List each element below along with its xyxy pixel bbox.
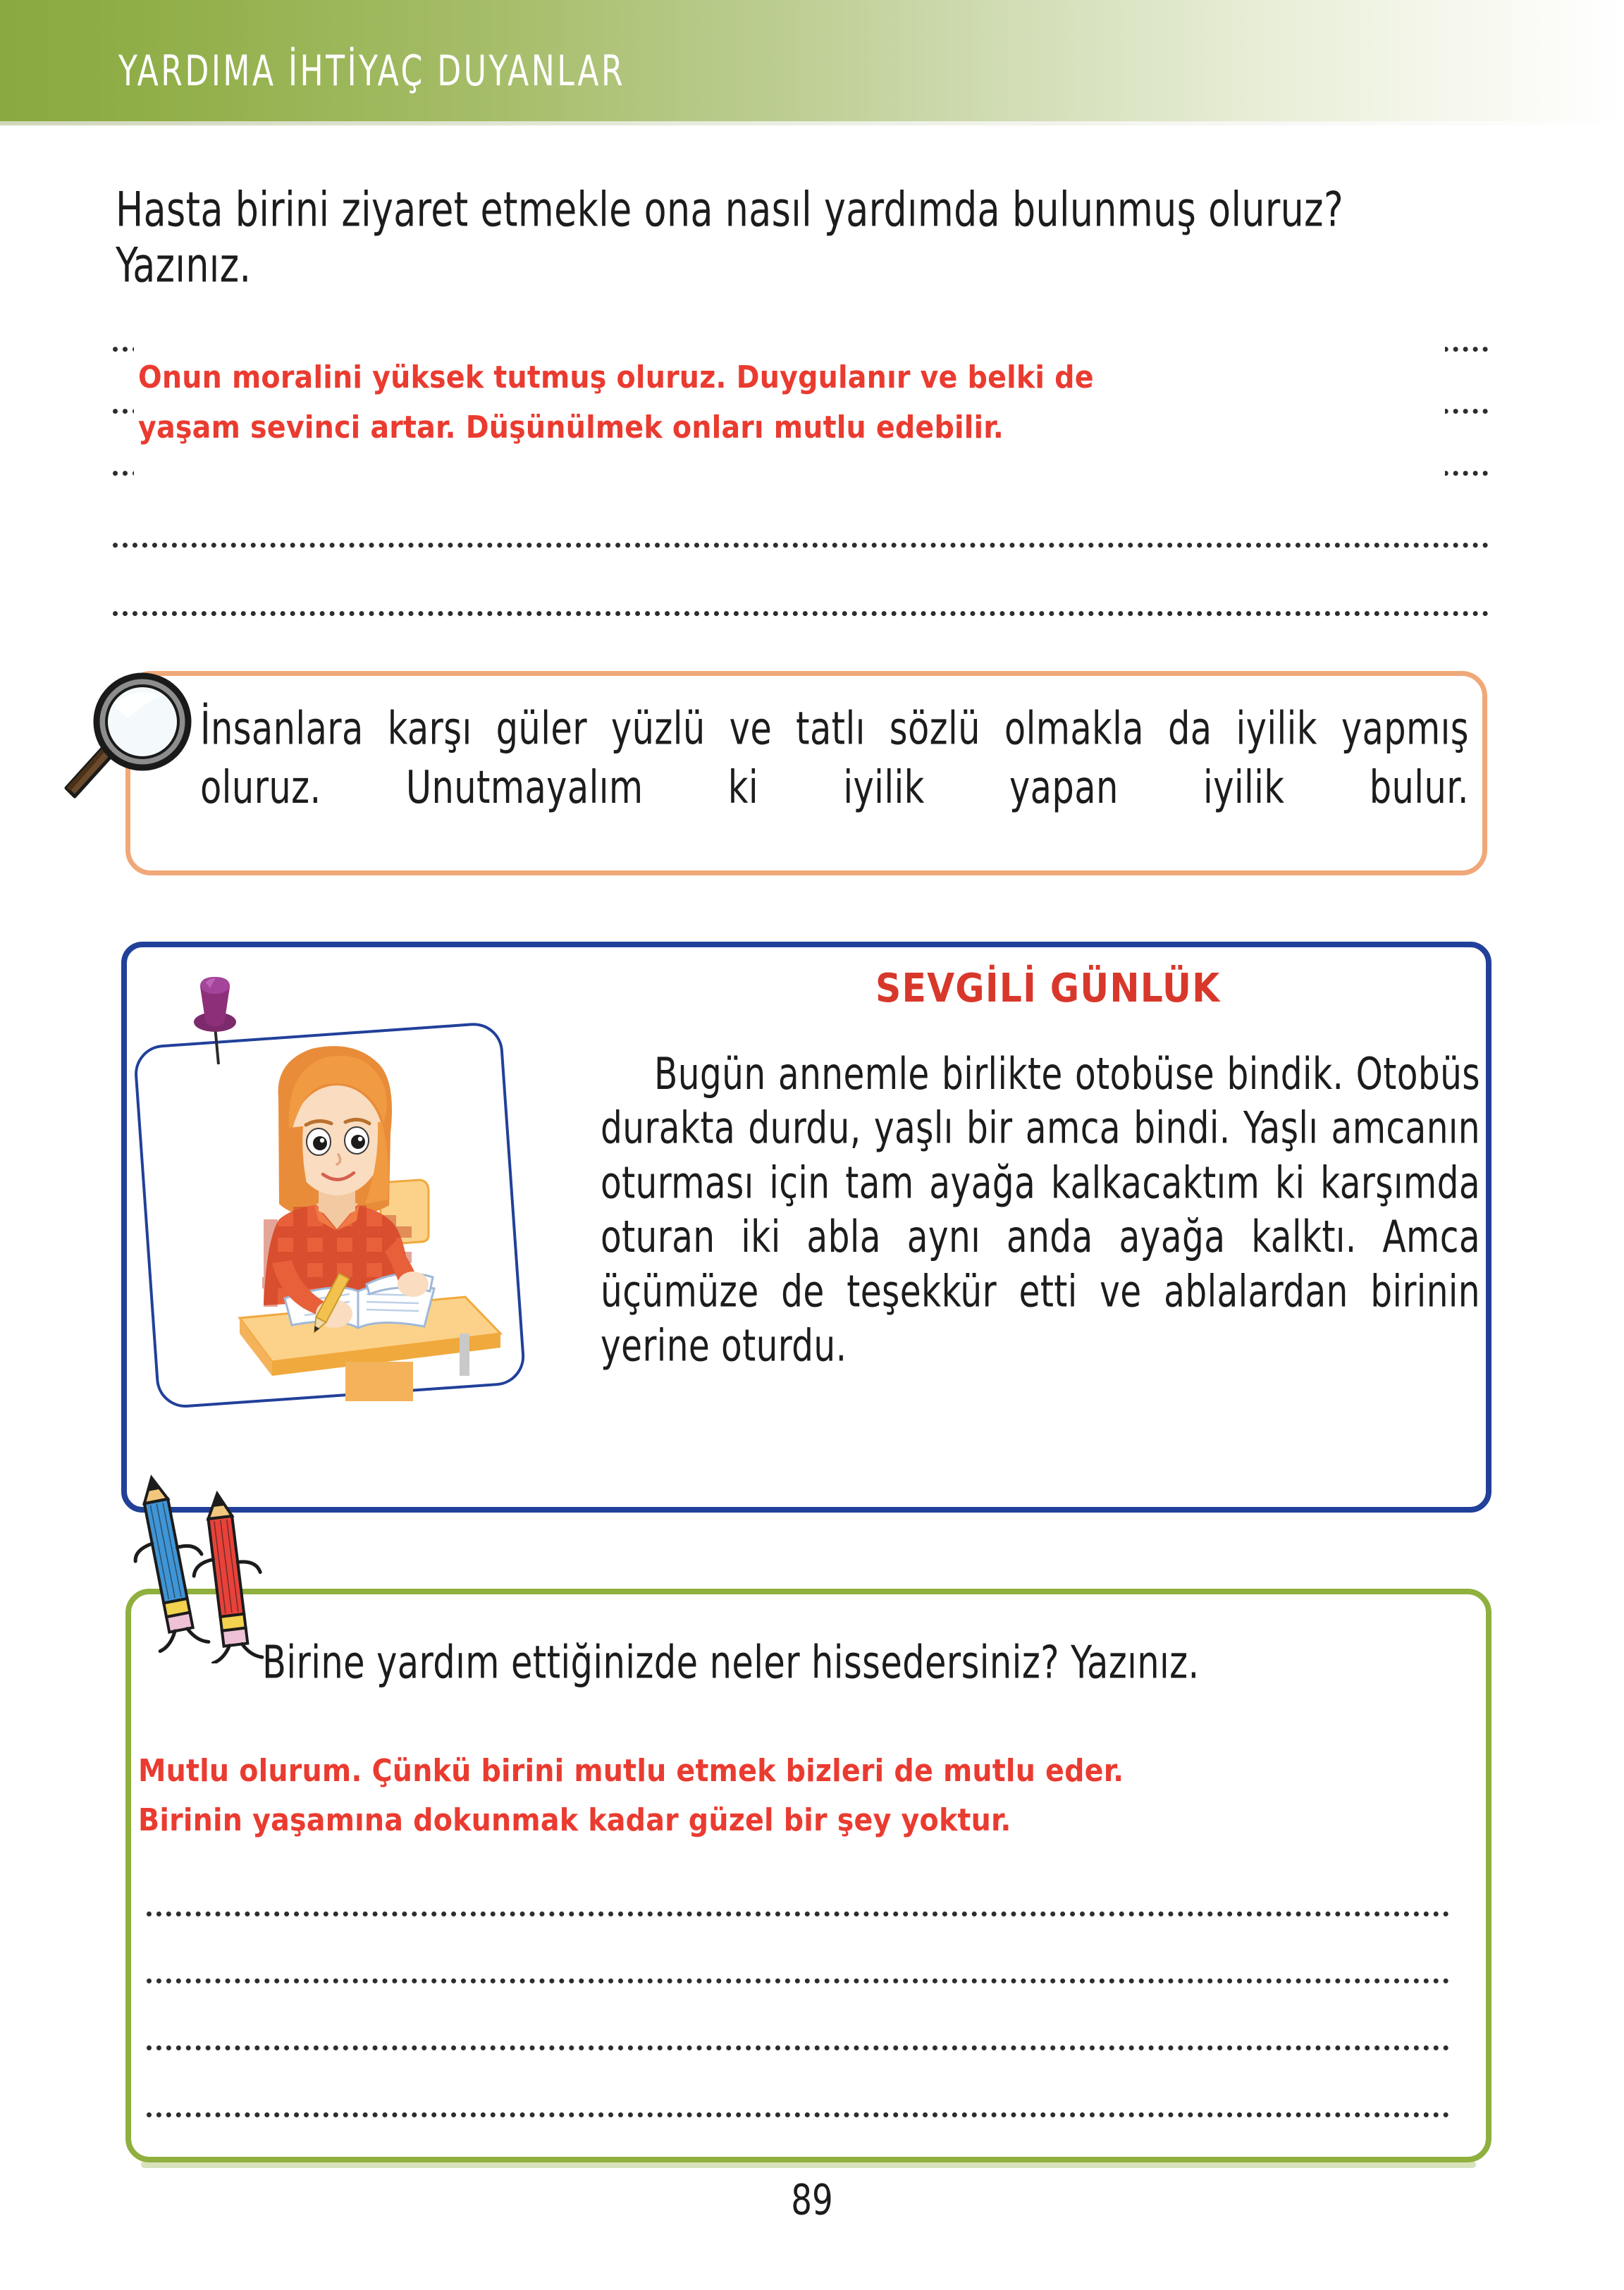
answer-line-2: Birinin yaşamına dokunmak kadar güzel bir şey yoktur. <box>138 1802 1011 1838</box>
answer-line <box>113 611 1489 616</box>
answer-line <box>147 1978 1449 1983</box>
page-title: YARDIMA İHTİYAÇ DUYANLAR <box>118 47 626 96</box>
answer-line <box>147 2112 1449 2117</box>
answer-line <box>147 2045 1449 2050</box>
question-2-text: Birine yardım ettiğinizde neler hissedersiniz? Yazınız. <box>262 1636 1200 1689</box>
info-line-1: İnsanlara karşı güler yüzlü ve tatlı sözlü olmakla da <box>200 702 1212 755</box>
diary-title: SEVGİLİ GÜNLÜK <box>875 966 1221 1011</box>
question-2-handwritten-answer <box>138 1747 1379 1845</box>
page-number: 89 <box>791 2176 833 2225</box>
diary-paragraph: Bugün annemle birlikte otobüse bindik. Otobüs durakta durdu, yaşlı bir amca bindi. Yaşlı amcanın oturması için tam ayağa kalkacaktım ki karşımda oturan iki abla aynı anda ayağa kalktı. Amca üçümüze de teşekkür etti ve ablalardan birinin yerine oturdu. <box>601 1048 1480 1372</box>
girl-writing-at-desk-illustration <box>134 1015 529 1424</box>
answer-line-1: Onun moralini yüksek tutmuş oluruz. Duygulanır ve belki de <box>138 359 1094 395</box>
answer-line-2: yaşam sevinci artar. Düşünülmek onları mutlu edebilir. <box>138 410 1004 446</box>
question-1-text: Hasta birini ziyaret etmekle ona nasıl yardımda bulunmuş oluruz? Yazınız. <box>116 182 1344 294</box>
question-2-answer-lines[interactable] <box>147 1912 1449 2116</box>
pushpin-icon <box>176 966 254 1071</box>
info-callout-text <box>200 700 1469 817</box>
header-shadow <box>0 121 1624 125</box>
answer-line <box>113 543 1489 548</box>
info-line-2: iyilik yapmış oluruz. Unutmayalım ki iyilik yapan iyilik bulur. <box>200 702 1469 813</box>
answer-line-1: Mutlu olurum. Çünkü birini mutlu etmek bizleri de mutlu eder. <box>138 1753 1124 1789</box>
diary-body-text <box>601 1047 1480 1373</box>
magnifier-icon <box>61 661 223 809</box>
question-1-handwritten-answer <box>138 352 1407 453</box>
answer-line <box>147 1912 1449 1916</box>
two-pencils-icon <box>113 1473 289 1663</box>
